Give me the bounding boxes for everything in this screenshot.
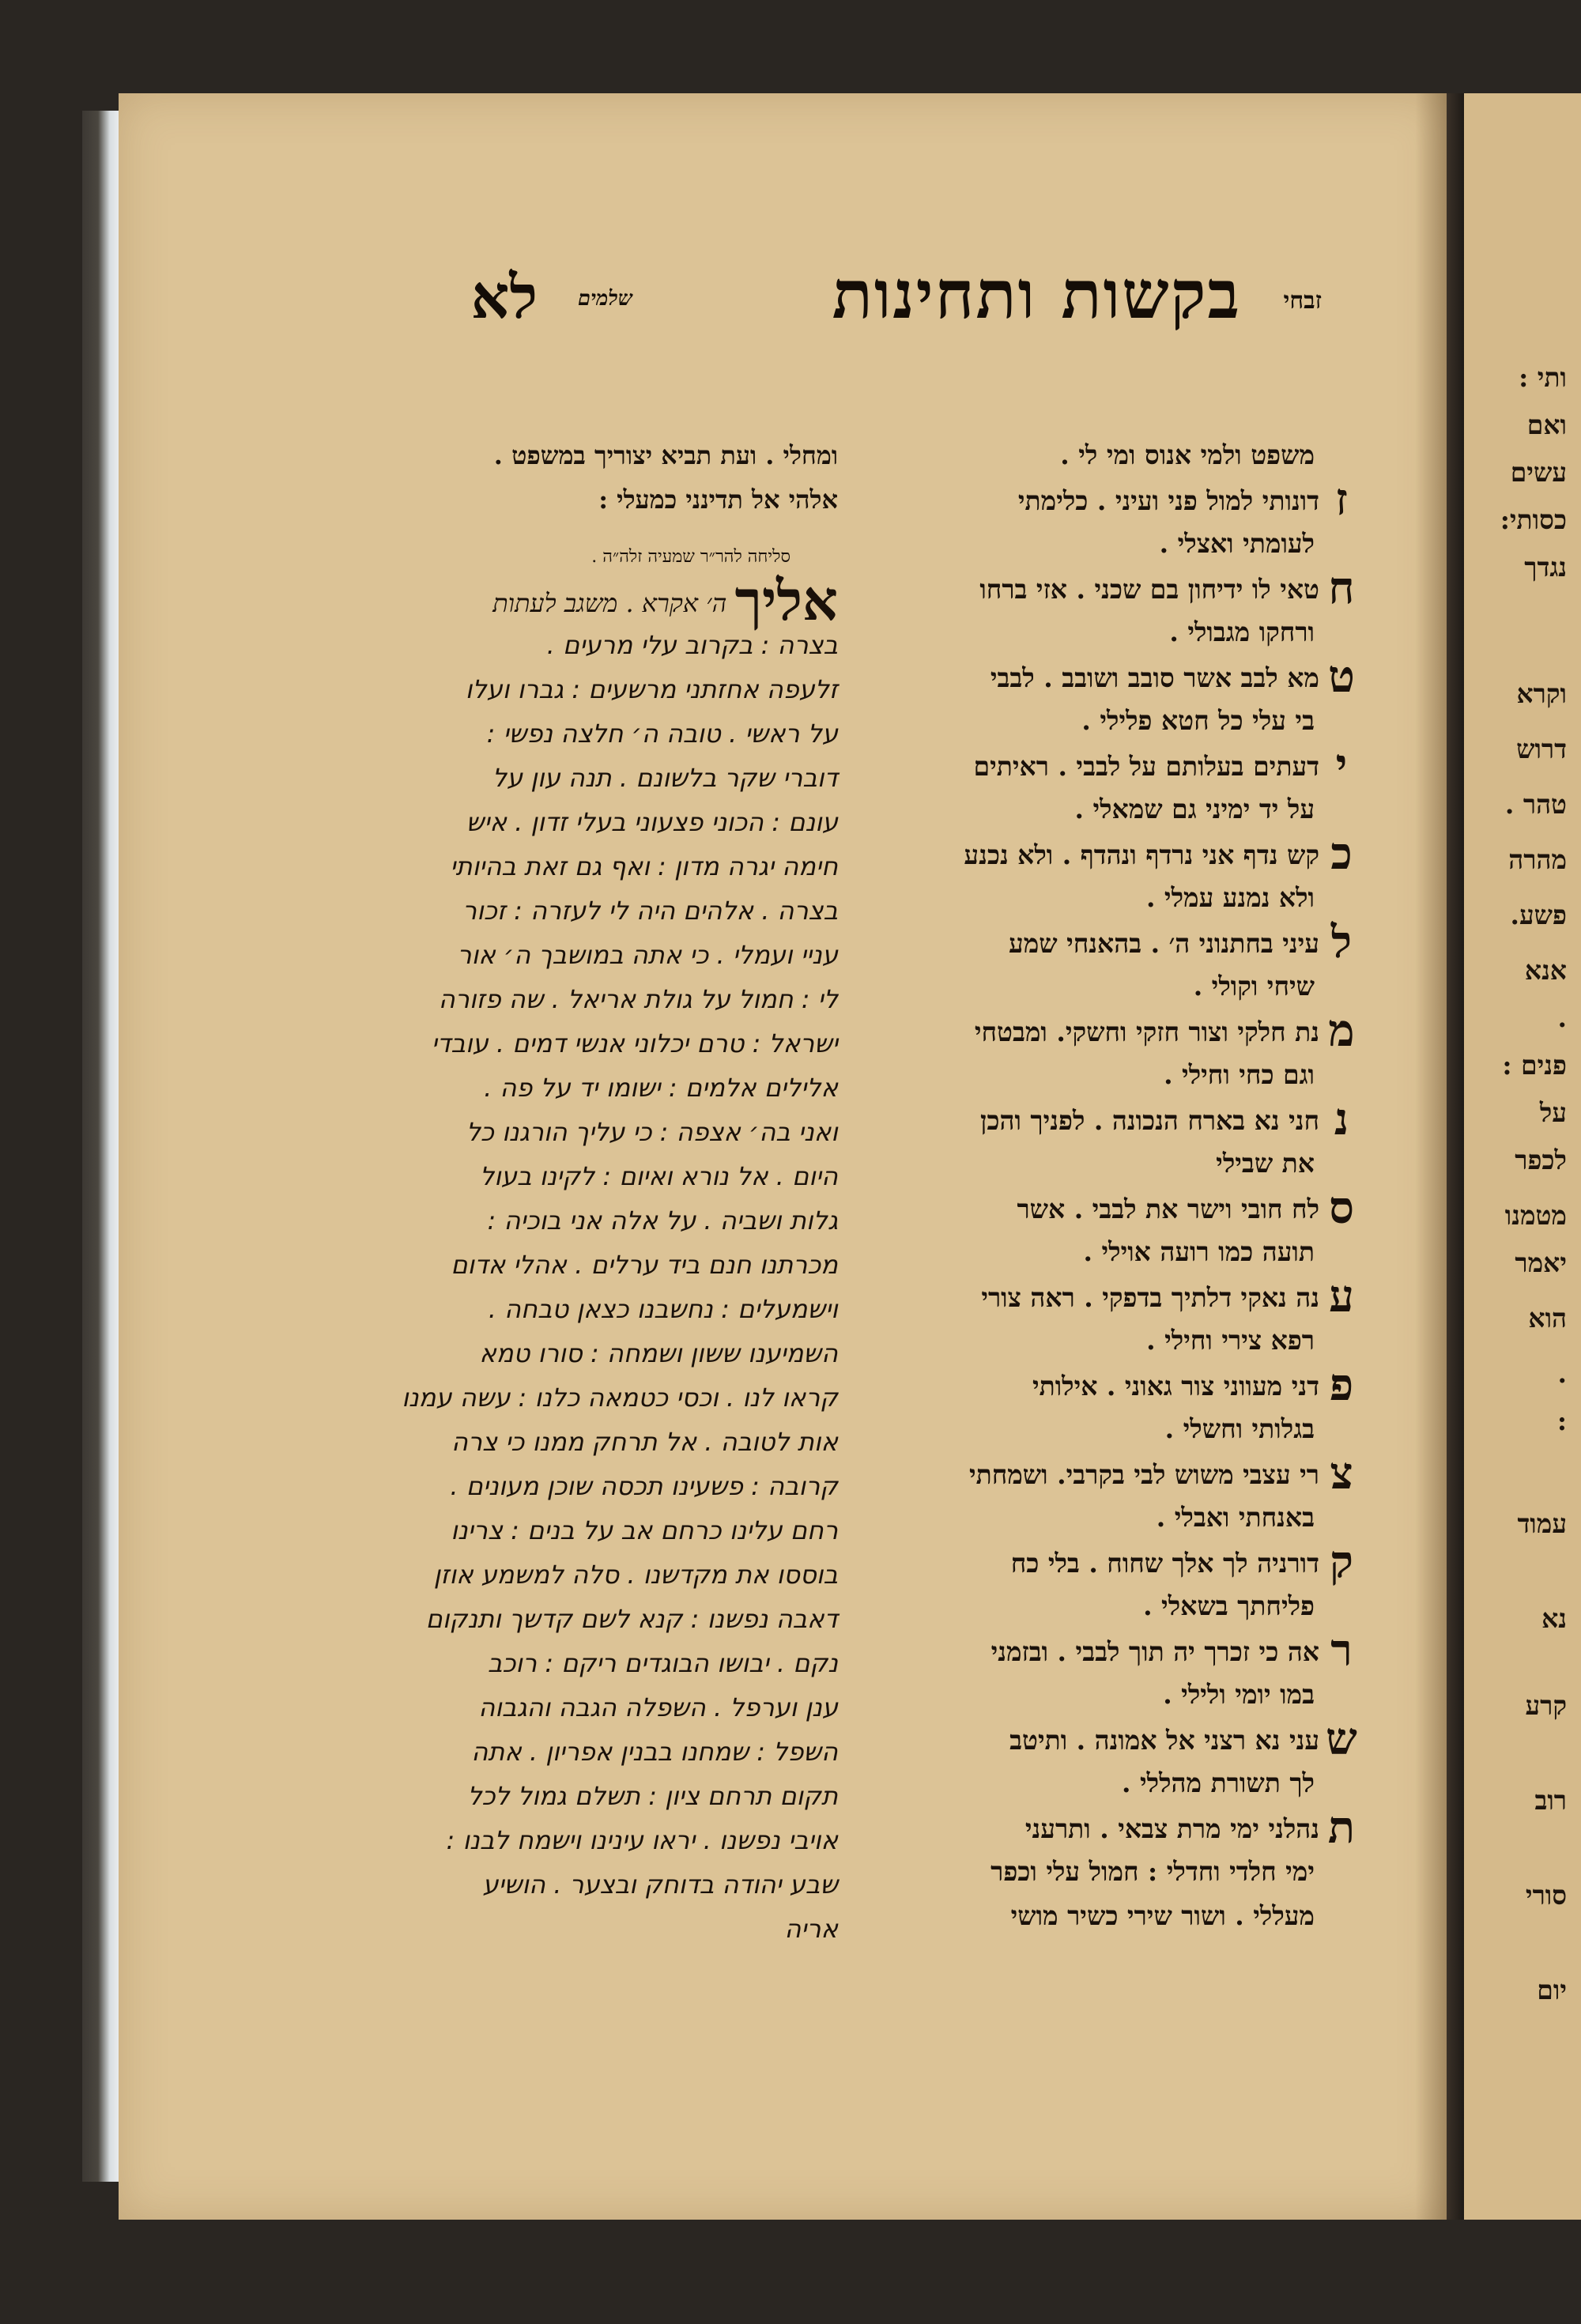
verse-text: נהלני ימי מרת צבאי . ותרעני: [1024, 1813, 1319, 1844]
facing-page-text-fragment: .: [1557, 1358, 1567, 1389]
verse-line: [889, 916, 1364, 968]
selicha-heading: סליחה להר״ר שמעיה זלה״ה .: [591, 547, 790, 567]
verse-text: במו יומי ולילי .: [1163, 1679, 1315, 1710]
verse-line: [889, 522, 1364, 566]
selicha-line: השמיענו ששון ושמחה : סורו טמא: [479, 1338, 838, 1368]
selicha-line: רחם עלינו כרחם אב על בנים : צרינו: [451, 1515, 838, 1545]
selicha-line: דוברי שקר בלשונם . תנה עון על: [492, 763, 838, 793]
verse-text: מעללי . ושור שירי כשיר מושי: [1010, 1900, 1315, 1931]
verse-text: דונותי למול פני ועיני . כלימתי: [1017, 485, 1319, 516]
facing-page-text-fragment: נא: [1541, 1603, 1567, 1634]
verse-line: [889, 1496, 1364, 1540]
verse-text: ימי חלדי וחדלי : חמול עלי וכפר: [990, 1856, 1315, 1887]
left-column: [356, 433, 838, 1951]
facing-page-text-fragment: הוא: [1528, 1303, 1567, 1334]
verse-line: [889, 1801, 1364, 1854]
selicha-line: השפל : שמחנו בבנין אפריון . אתה: [471, 1737, 838, 1767]
selicha-line: קרובה : פשעינו תכסה שוכן מעונים .: [450, 1471, 838, 1501]
verse-text: באנחתי ואבלי .: [1156, 1502, 1315, 1533]
selicha-first-line: [356, 568, 838, 633]
selicha-line: ענן וערפל . השפלה הגבה והגבוה: [478, 1692, 838, 1722]
verse-line: [889, 1447, 1364, 1500]
facing-page-edge: [1464, 93, 1581, 2220]
facing-page-text-fragment: :: [1556, 1405, 1567, 1436]
page-title: בקשות ותחינות: [832, 255, 1241, 334]
facing-page-text-fragment: נגדך: [1524, 552, 1567, 583]
facing-page-text-fragment: לכפר: [1515, 1145, 1567, 1175]
verse-line: [889, 1230, 1364, 1274]
selicha-line: בצרה : בקרוב עלי מרעים .: [546, 630, 838, 660]
verse-line: [889, 1850, 1364, 1894]
acrostic-letter: ט: [1328, 651, 1355, 703]
verse-text: דעתים בעלותם על לבבי . ראיתים: [973, 751, 1319, 782]
facing-page-text-fragment: יאמר: [1515, 1247, 1567, 1278]
acrostic-letter: כ: [1330, 828, 1353, 880]
verse-line: [889, 1319, 1364, 1363]
facing-page-text-fragment: פנים :: [1502, 1050, 1567, 1081]
verse-text: דורניה לך אלך שחוח . בלי כח: [1010, 1548, 1319, 1579]
selicha-line: וישמעלים : נחשבנו כצאן טבחה .: [488, 1294, 838, 1324]
selicha-line: עונם : הכוני פצעוני בעלי זדון . איש: [466, 807, 838, 837]
facing-page-text-fragment: .: [1557, 1002, 1567, 1033]
verse-line: [889, 1141, 1364, 1186]
verse-text: וגם כחי וחילי .: [1164, 1059, 1315, 1090]
verse-line: [889, 1270, 1364, 1322]
book-gutter: [1447, 93, 1464, 2220]
selicha-line: אריה: [784, 1914, 838, 1944]
selicha-line: אויבי נפשנו . יראו עינינו וישמח לבנו :: [446, 1825, 838, 1855]
selicha-first-line-text: ה׳ אקרא . משגב לעתות: [492, 588, 727, 618]
selicha-line: שבע יהודה בדוחק ובצער . הושיע: [482, 1869, 838, 1900]
verse-line: [889, 1005, 1364, 1057]
verse-text: ורחקו מגבולי .: [1169, 617, 1315, 647]
verse-line: [889, 964, 1364, 1009]
verse-text: בי עלי כל חטא פלילי .: [1081, 705, 1315, 736]
verse-text: אה כי זכרך יה תוך לבבי . ובזמני: [990, 1636, 1319, 1667]
acrostic-letter: י: [1335, 739, 1348, 791]
verse-line: [889, 1093, 1364, 1145]
selicha-line: חימה יגרה מדון : ואף גם זאת בהיותי: [450, 851, 838, 881]
acrostic-letter: ת: [1327, 1801, 1356, 1854]
selicha-line: עניי ועמלי . כי אתה במושבך ה׳ אור: [457, 940, 838, 970]
left-lead-line: אלהי אל תדינני כמעלי :: [598, 485, 838, 515]
verse-line: [889, 1713, 1364, 1765]
verse-line: [889, 828, 1364, 880]
acrostic-letter: ר: [1330, 1624, 1353, 1677]
facing-page-text-fragment: דרוש: [1516, 734, 1567, 764]
acrostic-letter: מ: [1328, 1005, 1355, 1057]
verse-text: קש נדף אני נרדף ונהדף . ולא נכנע: [964, 839, 1319, 870]
verse-line: [889, 562, 1364, 614]
verse-line: [889, 739, 1364, 791]
verse-line: [889, 1182, 1364, 1234]
header-left-word: זבחי: [1283, 287, 1322, 315]
verse-text: לך תשורת מהללי .: [1122, 1768, 1315, 1798]
selicha-line: ואני בה׳ אצפה : כי עליך הורגנו כל: [466, 1117, 838, 1147]
selicha-line: דאבה נפשנו : קנא לשם קדשך ותנקום: [425, 1604, 838, 1634]
right-column: [889, 433, 1364, 1938]
facing-page-text-fragment: מהרה: [1508, 844, 1567, 875]
selicha-line: ישראל : טרם יכלוני אנשי דמים . עובדי: [431, 1028, 838, 1058]
selicha-line: היום . אל נורא ואיום : לקינו בעול: [480, 1161, 838, 1191]
verse-line: [889, 473, 1364, 526]
acrostic-letter: ל: [1330, 916, 1353, 968]
verse-text: רפא צירי וחילי .: [1146, 1325, 1315, 1356]
acrostic-letter: ח: [1328, 562, 1355, 614]
facing-page-text-fragment: פשע.: [1510, 900, 1567, 930]
facing-page-text-fragment: אנא: [1524, 955, 1567, 986]
acrostic-letter: ז: [1335, 473, 1348, 526]
verse-text: לעומתי ואצלי .: [1159, 528, 1315, 559]
verse-text: נה נאקי דלתיך בדפקי . ראה צורי: [981, 1282, 1319, 1313]
verse-line: [889, 433, 1364, 477]
verse-line: [889, 651, 1364, 703]
verse-line: [889, 1673, 1364, 1717]
facing-page-text-fragment: על: [1539, 1097, 1567, 1128]
left-lead-line: ומחלי . ועת תביא יצוריך במשפט .: [493, 440, 838, 470]
page-number: לא: [470, 262, 538, 332]
header-right-word: שלמים: [577, 287, 632, 311]
facing-page-text-fragment: רוב: [1534, 1785, 1567, 1816]
selicha-line: לי : חמול על גולת אריאל . שה פזורה: [438, 984, 838, 1014]
facing-page-text-fragment: כסותי:: [1500, 504, 1567, 535]
verse-line: [889, 699, 1364, 743]
verse-text: על יד ימיני גם שמאלי .: [1074, 794, 1315, 824]
acrostic-letter: פ: [1329, 1359, 1354, 1411]
page-header: [119, 255, 1447, 358]
selicha-line: אות לטובה . אל תרחק ממנו כי צרה: [451, 1427, 838, 1457]
acrostic-letter: ע: [1329, 1270, 1354, 1322]
acrostic-letter: נ: [1334, 1093, 1349, 1145]
verse-text: משפט ולמי אנוס ומי לי .: [1060, 440, 1315, 470]
facing-page-text-fragment: מטמנו: [1504, 1200, 1567, 1231]
acrostic-letter: ס: [1329, 1182, 1354, 1234]
verse-text: חני נא בארח הנכונה . לפניך והכן: [979, 1105, 1319, 1136]
selicha-line: על ראשי . טובה ה׳ חלצה נפשי :: [486, 719, 838, 749]
facing-page-text-fragment: עמוד: [1517, 1508, 1567, 1539]
selicha-line: גלות ושביה . על אלה אני בוכיה :: [487, 1205, 838, 1236]
verse-text: עני נא רצני אל אמונה . ותיטב: [1009, 1725, 1319, 1756]
acrostic-letter: ק: [1330, 1536, 1353, 1588]
facing-page-text-fragment: עשים: [1510, 457, 1567, 488]
verse-text: רי עצבי משוש לבי בקרבי. ושמחתי: [968, 1459, 1319, 1490]
verse-line: [889, 1624, 1364, 1677]
verse-text: נת חלקי וצור חזקי וחשקי. ומבטחי: [974, 1017, 1319, 1047]
verse-text: מא לבב אשר סובב ושובב . לבבי: [990, 662, 1319, 693]
facing-page-text-fragment: וקרא: [1516, 678, 1567, 709]
verse-line: [889, 1053, 1364, 1097]
selicha-line: אלילים אלמים : ישומו יד על פה .: [484, 1073, 838, 1103]
verse-line: [889, 1359, 1364, 1411]
verse-line: [889, 610, 1364, 655]
book-cover-edge: [82, 111, 122, 2182]
facing-page-text-fragment: יום: [1537, 1975, 1567, 2005]
selicha-line: תקום תרחם ציון : תשלם גמול לכל: [467, 1781, 838, 1811]
verse-line: [889, 1761, 1364, 1805]
facing-page-text-fragment: ואם: [1526, 409, 1567, 440]
verse-line: [889, 1407, 1364, 1451]
selicha-body: [356, 623, 838, 1951]
facing-page-text-fragment: ותי :: [1519, 362, 1567, 393]
book-page: [119, 93, 1447, 2220]
selicha-line: בוססו את מקדשנו . סלה למשמע אוזן: [433, 1560, 838, 1590]
verse-text: ולא נמנע עמלי .: [1145, 882, 1315, 913]
selicha-line: נקם . יבושו הבוגדים ריקם : רוכב: [487, 1648, 838, 1678]
facing-page-text-fragment: קרע: [1525, 1690, 1567, 1721]
verse-line: [889, 1894, 1364, 1938]
verse-text: דני מעווני צור גאוני . אילותי: [1032, 1371, 1319, 1402]
acrostic-letter: צ: [1330, 1447, 1353, 1500]
acrostic-letter: ש: [1326, 1713, 1357, 1765]
verse-text: את שבילי: [1216, 1148, 1315, 1179]
verse-line: [889, 876, 1364, 920]
verse-text: בגלותי וחשלי .: [1164, 1413, 1315, 1444]
verse-line: [889, 1584, 1364, 1628]
verse-line: [889, 787, 1364, 832]
verse-text: לח חובי וישר את לבבי . אשר: [1017, 1194, 1319, 1224]
verse-text: טאי לו ידיחון בם שכני . אזי ברחו: [979, 574, 1319, 605]
selicha-line: מכרתנו חנם ביד ערלים . אהלי אדום: [451, 1250, 838, 1280]
verse-text: שיחי וקולי .: [1193, 971, 1315, 1002]
verse-text: תועה כמו רועה אוילי .: [1083, 1236, 1315, 1267]
verse-text: פליחתך בשאלי .: [1143, 1590, 1315, 1621]
verse-text: עיני בחתנוני ה׳ . בהאנחי שמע: [1009, 928, 1319, 959]
facing-page-text-fragment: טהר .: [1504, 789, 1567, 820]
selicha-first-word: אליך: [734, 568, 838, 633]
selicha-line: בצרה . אלהים היה לי לעזרה : זכור: [462, 896, 838, 926]
verse-line: [889, 1536, 1364, 1588]
selicha-line: קראו לנו . וכסי כטמאה כלנו : עשה עמנו: [402, 1383, 838, 1413]
selicha-line: זלעפה אחזתני מרשעים : גברו ועלו: [465, 674, 838, 704]
facing-page-text-fragment: סורי: [1525, 1880, 1567, 1911]
